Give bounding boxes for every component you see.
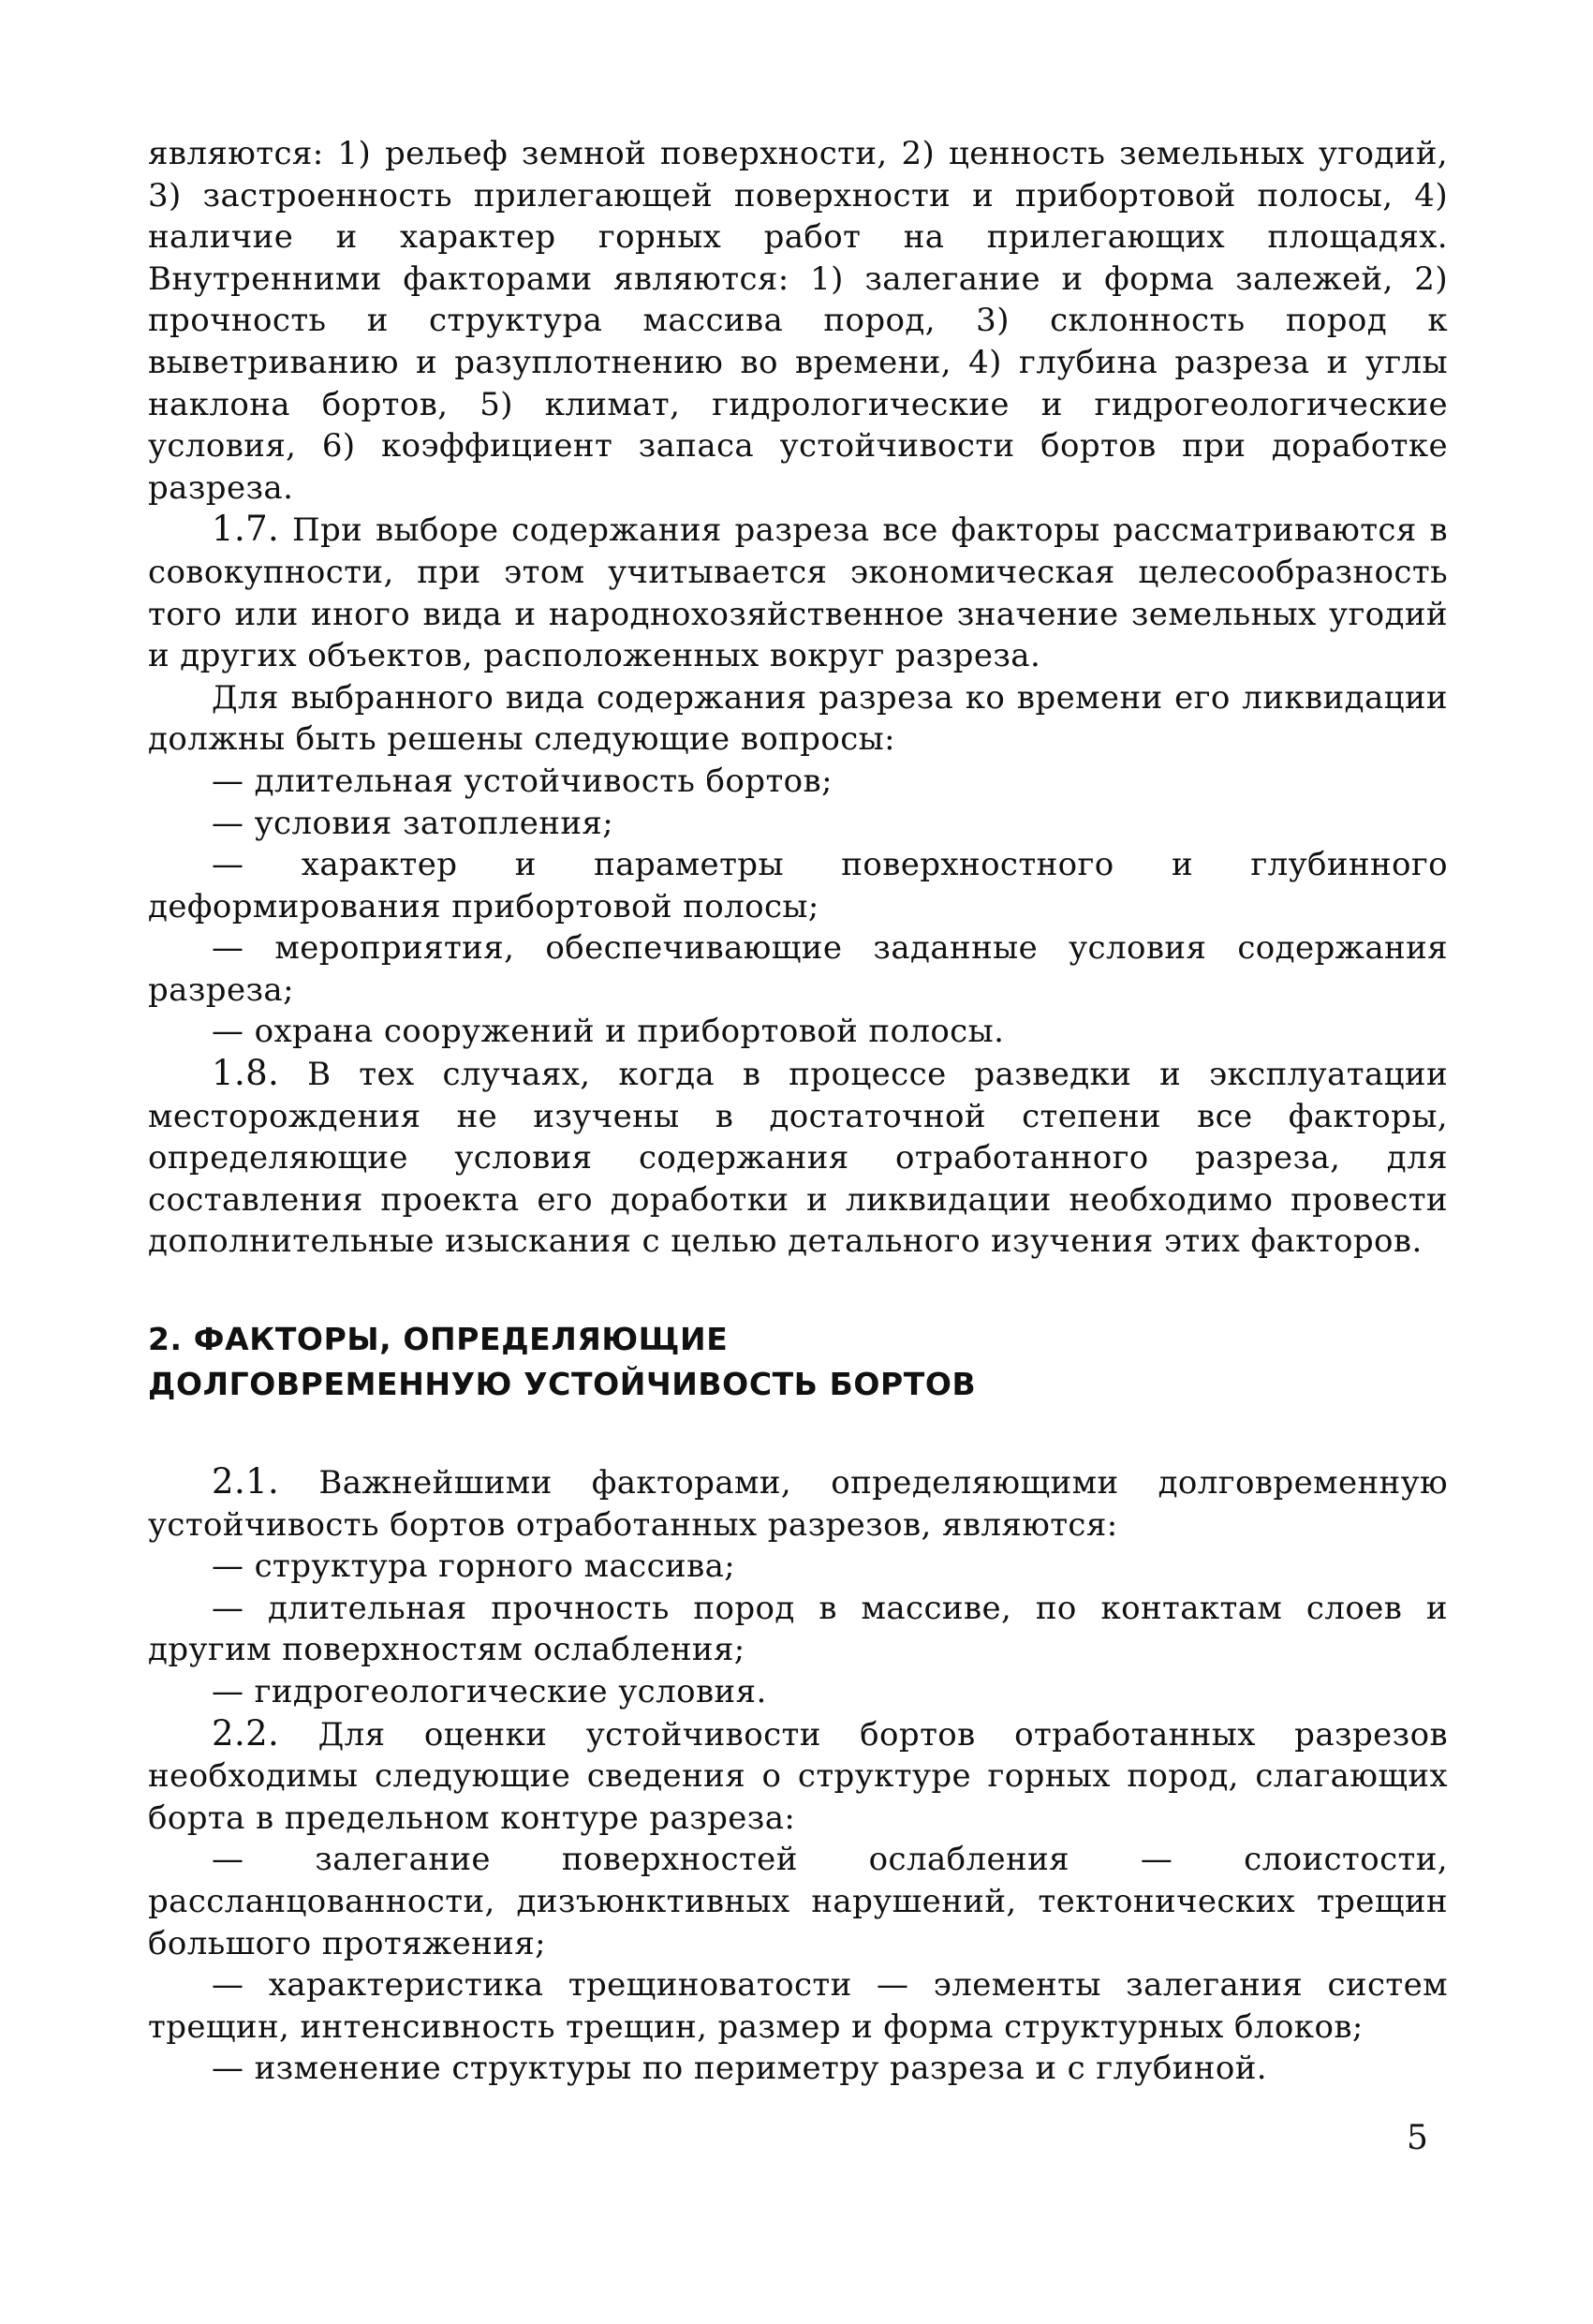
clause-number-1-8: 1.8. bbox=[212, 1053, 280, 1094]
paragraph-questions-intro: Для выбранного вида содержания разреза ко времени его ликвидации должны быть решены следующие вопросы: bbox=[148, 678, 1448, 759]
section-heading-line-1: 2. ФАКТОРЫ, ОПРЕДЕЛЯЮЩИЕ bbox=[148, 1321, 729, 1358]
list-item: — залегание поверхностей ослабления — слоистости, рассланцованности, дизъюнктивных нарушений, тектонических трещин большого протяжения; bbox=[148, 1841, 1448, 1962]
list-item: — длительная прочность пород в массиве, по контактам слоев и другим поверхностям ослабления; bbox=[148, 1589, 1448, 1669]
clause-text-2-2: Для оценки устойчивости бортов отработанных разрезов необходимы следующие сведения о структуре горных пород, слагающих борта в предельном контуре разреза: bbox=[148, 1715, 1448, 1837]
list-item: — охрана сооружений и прибортовой полосы. bbox=[212, 1013, 1005, 1051]
list-item: — изменение структуры по периметру разреза и с глубиной. bbox=[212, 2050, 1267, 2088]
list-item: — характер и параметры поверхностного и глубинного деформирования прибортовой полосы; bbox=[148, 846, 1448, 925]
clause-number-2-2: 2.2. bbox=[212, 1712, 280, 1754]
clause-text-1-8: В тех случаях, когда в процессе разведки и эксплуатации месторождения не изучены в достаточной степени все факторы, определяющие условия содержания отработанного разреза, для составления проекта его доработки и ликвидации необходимо провести дополнительные изыскания с целью детального изучения этих факторов. bbox=[148, 1056, 1449, 1261]
list-item: — мероприятия, обеспечивающие заданные условия содержания разреза; bbox=[148, 929, 1448, 1009]
clause-number-2-1: 2.1. bbox=[212, 1461, 280, 1502]
paragraph-1-7 bbox=[148, 509, 1448, 676]
clause-number-1-7: 1.7. bbox=[212, 509, 280, 550]
list-item: — условия затопления; bbox=[212, 804, 614, 842]
clause-text-1-7: При выборе содержания разреза все факторы рассматриваются в совокупности, при этом учитывается экономическая целесообразность того или иного вида и народнохозяйственное значение земельных угодий и других объектов, расположенных вокруг разреза. bbox=[148, 511, 1448, 675]
section-heading bbox=[148, 1317, 1448, 1407]
list-item: — характеристика трещиноватости — элементы залегания систем трещин, интенсивность трещин, размер и форма структурных блоков; bbox=[148, 1966, 1448, 2046]
document-body bbox=[148, 133, 1448, 2090]
paragraph-1-8 bbox=[148, 1053, 1448, 1263]
paragraph-2-1 bbox=[148, 1461, 1448, 1546]
section-heading-line-2: ДОЛГОВРЕМЕННУЮ УСТОЙЧИВОСТЬ БОРТОВ bbox=[148, 1366, 977, 1403]
clause-text-2-1: Важнейшими факторами, определяющими долговременную устойчивость бортов отработанных разрезов, являются: bbox=[148, 1464, 1448, 1544]
list-item: — длительная устойчивость бортов; bbox=[212, 762, 833, 800]
page-number: 5 bbox=[1407, 2119, 1428, 2157]
paragraph-factors-list: являются: 1) рельеф земной поверхности, 2) ценность земельных угодий, 3) застроенность прилегающей поверхности и прибортовой полосы, 4) наличие и характер горных работ на прилегающих площадях. Внутренними факторами являются: 1) залегание и форма залежей, 2) прочность и структура массива пород, 3) склонность пород к выветриванию и разуплотнению во времени, 4) глубина разреза и углы наклона бортов, 5) климат, гидрологические и гидрогеологические условия, 6) коэффициент запаса устойчивости бортов при доработке разреза. bbox=[148, 135, 1448, 507]
list-item: — гидрогеологические условия. bbox=[212, 1673, 767, 1710]
paragraph-2-2 bbox=[148, 1713, 1448, 1840]
list-item: — структура горного массива; bbox=[212, 1547, 736, 1586]
